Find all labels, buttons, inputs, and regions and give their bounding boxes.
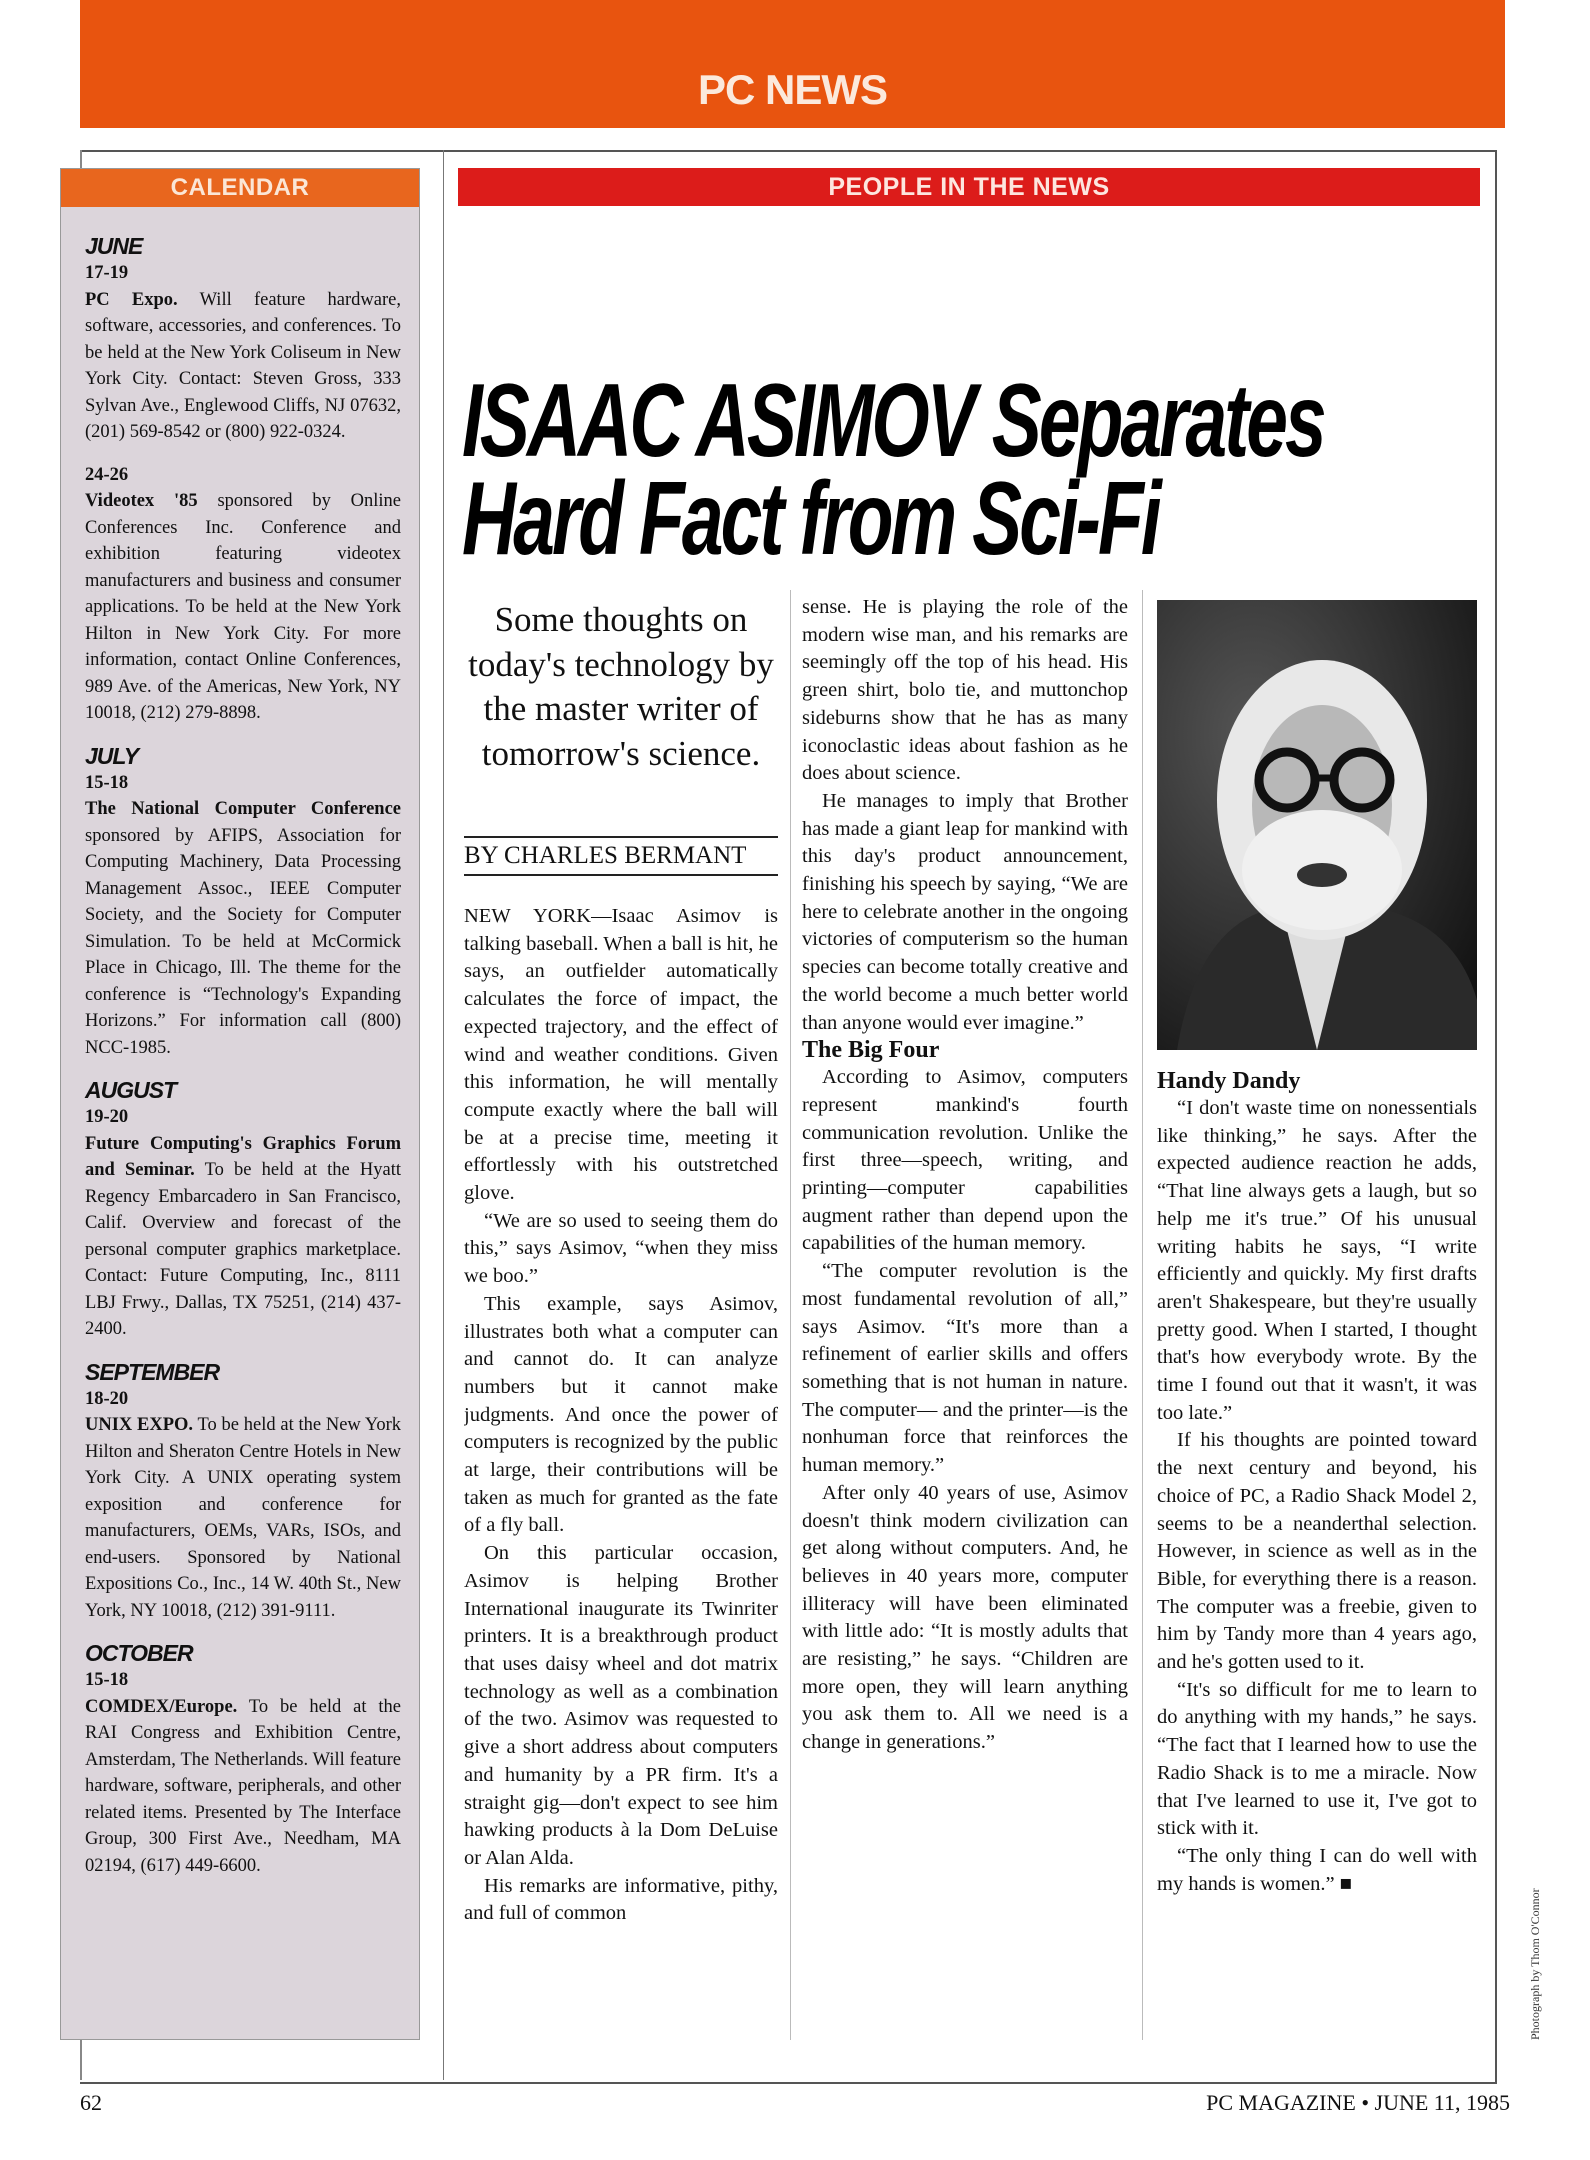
event-title: PC Expo. xyxy=(85,289,178,310)
calendar-event xyxy=(85,770,401,1062)
calendar-event xyxy=(85,1667,401,1879)
calendar-sidebar xyxy=(60,168,420,2040)
calendar-event xyxy=(85,1386,401,1625)
event-description: sponsored by Online Conferences Inc. Conference and exhibition featuring videotex manufacturers and business and consumer applications. To be held at the New York Hilton in New York City. For more information, contact Online Conferences, 989 Ave. of the Americas, New York, NY 10018, (212) 279-8898. xyxy=(85,491,402,723)
paragraph: After only 40 years of use, Asimov doesn't think modern civilization can get along without computers. And, he believes in 40 years more, computer illiteracy will have been eliminated with little ado: “It is mostly adults that are resisting,” he says. “Children are more open, they will learn anything you ask them to. All we need is a change in generations.” xyxy=(802,1481,1128,1754)
byline: BY CHARLES BERMANT xyxy=(464,836,778,876)
event-description: Will feature hardware, software, accessories, and conferences. To be held at the New York Coliseum in New York City. Contact: Steven Gross, 333 Sylvan Ave., Englewood Cliffs, NJ 07632, (201) 569-8542 or (800) 922-0324. xyxy=(85,289,401,442)
publication-footer: PC MAGAZINE • JUNE 11, 1985 xyxy=(1206,2090,1510,2115)
headline-line-2: Hard Fact from Sci-Fi xyxy=(462,461,1159,577)
column-rule xyxy=(1142,590,1143,2040)
event-title: The National Computer Conference xyxy=(85,799,401,819)
section-banner xyxy=(80,0,1505,128)
paragraph: According to Asimov, computers represent mankind's fourth communication revolution. Unlike the first three—speech, writing, and printing—computer capabilities augment rather than depend upon the capabilities of the human memory. xyxy=(802,1066,1128,1255)
headline xyxy=(462,363,1324,577)
paragraph: This example, says Asimov, illustrates both what a computer can and cannot do. It can analyze numbers but it cannot make judgments. And once the power of computers is recognized by the public at large, their contributions will be taken as much for granted as the fate of a fly ball. xyxy=(464,1292,778,1537)
event-title: Videotex '85 xyxy=(85,491,198,511)
paragraph: If his thoughts are pointed toward the next century and beyond, his choice of PC, a Radio Shack Model 2, seems to be a neanderthal selection. However, in science as well as in the Bible, for everything there is a reason. The computer was a freebie, given to him by Tandy more than 4 years ago, and he's gotten used to it. xyxy=(1157,1429,1477,1674)
page-number: 62 xyxy=(80,2090,102,2115)
calendar-event xyxy=(85,462,401,727)
event-date: 15-18 xyxy=(85,772,129,793)
calendar-list xyxy=(61,207,419,1879)
event-title: UNIX EXPO. xyxy=(85,1415,194,1435)
calendar-month: SEPTEMBER xyxy=(85,1358,220,1385)
paragraph: His remarks are informative, pithy, and full of common xyxy=(464,1874,778,1925)
paragraph: On this particular occasion, Asimov is helping Brother International inaugurate its Twinriter printers. It is a breakthrough product that uses daisy wheel and dot matrix technology as well as a combination of the two. Asimov was requested to give a short address about computers and humanity by a PR firm. It's a straight gig—don't expect to see him hawking products à la Dom DeLuise or Alan Alda. xyxy=(464,1542,778,1869)
deck: Some thoughts on today's technology by the master writer of tomorrow's science. xyxy=(468,600,774,773)
column-rule xyxy=(790,590,791,2040)
event-date: 24-26 xyxy=(85,464,129,485)
event-date: 18-20 xyxy=(85,1388,129,1409)
event-date: 19-20 xyxy=(85,1107,129,1127)
event-description: To be held at the RAI Congress and Exhibition Centre, Amsterdam, The Netherlands. Will feature hardware, software, peripherals, and other related items. Presented by The Interface Group, 300 First Ave., Needham, MA 02194, (617) 449-6600. xyxy=(85,1696,401,1876)
section-title: PC NEWS xyxy=(697,66,887,113)
paragraph: “It's so difficult for me to learn to do anything with my hands,” he says. “The fact that I learned how to use the Radio Shack is to me a miracle. Now that I've learned to use it, I've got to stick with it. xyxy=(1157,1678,1477,1840)
paragraph: NEW YORK—Isaac Asimov is talking baseball. When a ball is hit, he says, an outfielder automatically calculates the force of impact, the expected trajectory, and the effect of wind and weather conditions. Given this information, he will mentally compute exactly where the ball will be at a precise time, meeting it effortlessly with his outstretched glove. xyxy=(464,905,778,1205)
article-column-2 xyxy=(802,594,1128,2038)
asimov-photo xyxy=(1157,600,1477,1050)
subhead-handy-dandy: Handy Dandy xyxy=(1157,1068,1301,1094)
event-description: sponsored by AFIPS, Association for Computing Machinery, Data Processing Management Assoc., IEEE Computer Society, and the Society for Computer Simulation. To be held at McCormick Place in Chicago, Ill. The theme for the conference is “Technology's Expanding Horizons.” For information call (800) NCC-1985. xyxy=(85,825,401,1058)
subhead-big-four: The Big Four xyxy=(802,1037,940,1064)
paragraph: “We are so used to seeing them do this,” says Asimov, “when they miss we boo.” xyxy=(464,1209,778,1288)
calendar-month: JUNE xyxy=(85,233,143,259)
calendar-event xyxy=(85,1104,401,1343)
photo-credit: Photograph by Thom O'Connor xyxy=(1528,1888,1542,2040)
calendar-month: AUGUST xyxy=(85,1077,177,1103)
calendar-title: CALENDAR xyxy=(61,169,419,207)
article-column-1 xyxy=(464,903,778,2038)
event-date: 15-18 xyxy=(85,1670,129,1690)
paragraph: sense. He is playing the role of the modern wise man, and his remarks are seemingly off the top of his head. His green shirt, bolo tie, and muttonchop sideburns show that he has as many iconoclastic ideas about fashion as he does about science. xyxy=(802,596,1128,785)
calendar-month: OCTOBER xyxy=(85,1640,193,1666)
event-date: 17-19 xyxy=(85,263,129,283)
event-title: Future Computing's Graphics Forum and Seminar. xyxy=(85,1133,401,1180)
paragraph: “I don't waste time on nonessentials like thinking,” he says. After the expected audience reaction he adds, “That line always gets a laugh, but so help me it's true.” Of his unusual writing habits he says, “I write efficiently and quickly. My first drafts aren't Shakespeare, but they're usually pretty good. When I started, I thought that's how everybody wrote. By the time I found out that it wasn't, it was too late.” xyxy=(1157,1097,1477,1424)
paragraph: “The computer revolution is the most fundamental revolution of all,” says Asimov. “It's more than a refinement of earlier skills and offers something that is not human in nature. The computer— and the printer—is the nonhuman force that reinforces the human memory.” xyxy=(802,1260,1128,1477)
paragraph: “The only thing I can do well with my hands is women.” ■ xyxy=(1157,1844,1477,1895)
article-column-3 xyxy=(1157,1068,1477,2038)
headline-line-1: ISAAC ASIMOV Separates xyxy=(462,363,1324,479)
section-bar: PEOPLE IN THE NEWS xyxy=(458,168,1480,206)
calendar-month: JULY xyxy=(85,742,139,769)
calendar-event xyxy=(85,260,401,446)
event-description: To be held at the Hyatt Regency Embarcadero in San Francisco, Calif. Overview and forecast of the personal computer graphics marketplace. Contact: Future Computing, Inc., 8111 LBJ Frwy., Dallas, TX 75251, (214) 437-2400. xyxy=(85,1160,402,1339)
event-description: To be held at the New York Hilton and Sheraton Centre Hotels in New York City. A UNIX operating system exposition and conference for manufacturers, OEMs, VARs, ISOs, and end-users. Sponsored by National Expositions Co., Inc., 14 W. 40th St., New York, NY 10018, (212) 391-9111. xyxy=(85,1415,402,1621)
column-divider xyxy=(443,150,444,2080)
paragraph: He manages to imply that Brother has made a giant leap for mankind with this day's product announcement, finishing his speech by saying, “We are here to celebrate another in the ongoing victories of computerism so the human species can become totally creative and the world become a much better world than anyone would ever imagine.” xyxy=(802,789,1128,1034)
event-title: COMDEX/Europe. xyxy=(85,1696,238,1717)
